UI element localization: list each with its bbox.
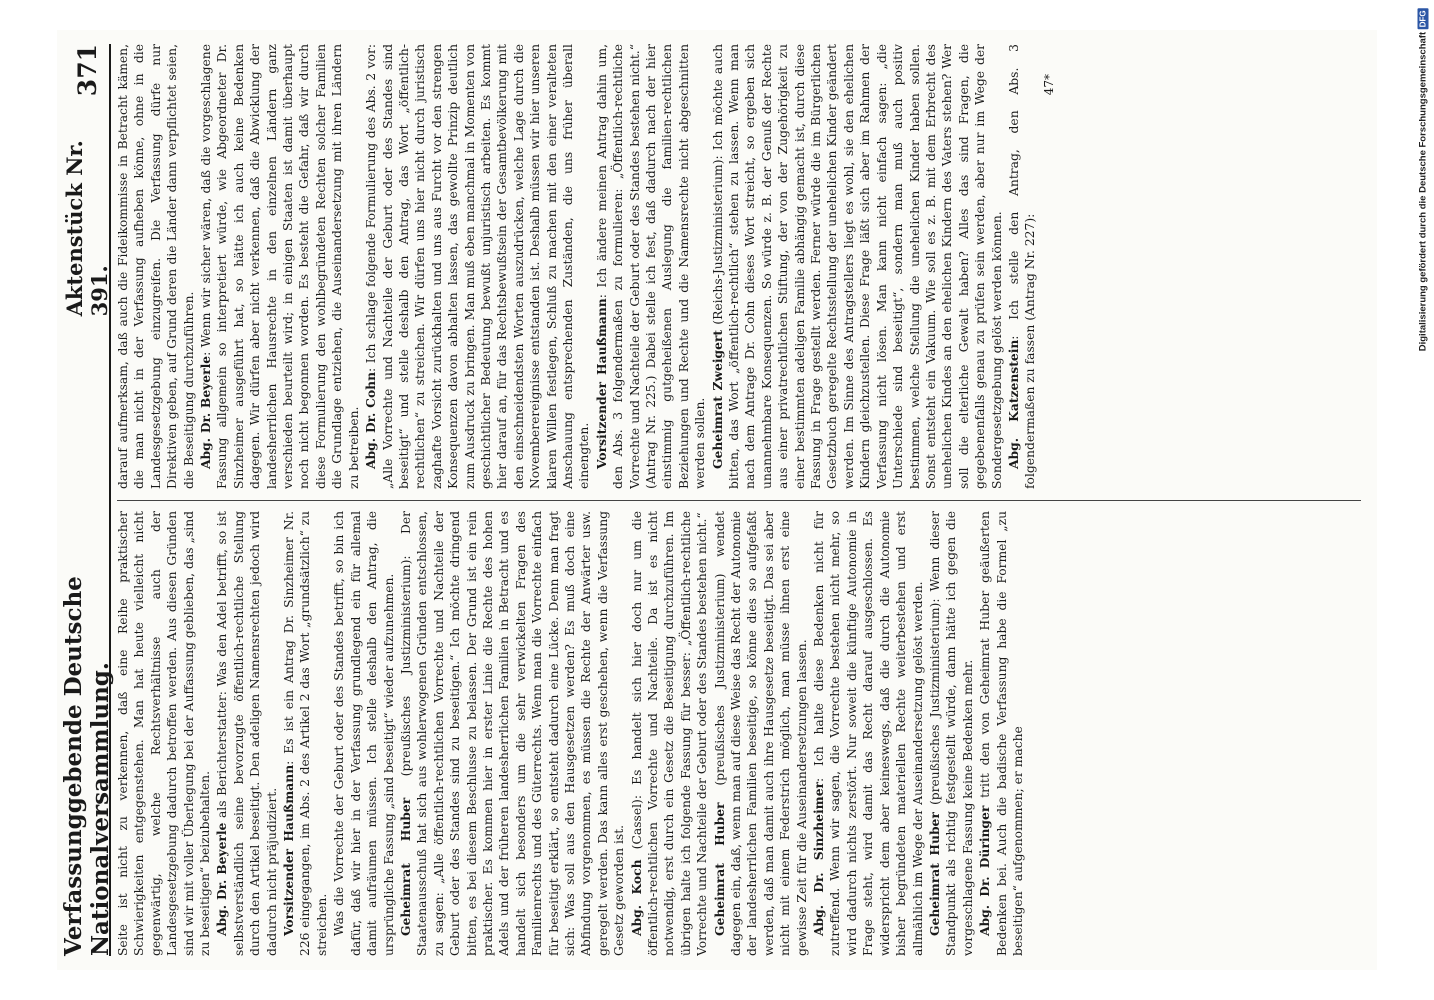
paragraph (281, 511, 330, 956)
paragraph-text: : Wenn wir sicher wären, daß die vorgeschlagene Fassung allgemein so interpretiert würde, wie Abgeordneter Dr. Sinzheimer ausgeführt hat, so hätte ich auch keine Bedenken dagegen. Wir dürfen aber nicht verkennen, daß die Abwicklung der landesherrlichen Hausrechte in den einzelnen Ländern ganz verschieden beurteilt wird; in einigen Staaten ist damit überhaupt noch nicht begonnen worden. Es besteht die Gefahr, daß wir durch diese Formulierung den wohlbegründeten Rechten solcher Familien die Grundlage entziehen, die Auseinandersetzung mit ihren Ländern zu betreiben. (199, 44, 361, 489)
page-number: 371 (72, 44, 102, 97)
speaker-name: Abg. Dr. Sinzheimer (811, 782, 827, 936)
paragraph (927, 511, 976, 956)
dfg-logo: DFG (1418, 10, 1428, 27)
speaker-name: Abg. Dr. Beyerle (214, 822, 230, 936)
page-header (60, 44, 114, 956)
page-signature: 47* (1041, 74, 1056, 96)
speaker-name: Abg. Dr. Cohn (363, 371, 379, 469)
speaker-name: Geheimrat Zweigert (709, 329, 725, 469)
rotated-page-scan (57, 30, 1377, 970)
paragraph (115, 44, 197, 489)
text-column-right (115, 44, 1365, 489)
paragraph (214, 511, 280, 956)
speaker-name: Vorsitzender Haußmann (593, 298, 609, 469)
paragraph-text: (preußisches Justizministerium) wendet dagegen ein, daß, wenn man auf diese Weise das Recht der Autonomie der landesherrlichen Familien beseitige, so könne dies so aufgefaßt werden, daß man damit auch ihre Hausgesetze beseitigt. Das sei aber nicht mit einem Federstrich möglich, man müsse ihnen erst eine gewisse Zeit für die Auseinandersetzungen lassen. (712, 511, 809, 956)
paragraph-text: (Reichs-Justizministerium): Ich möchte auch bitten, das Wort „öffentlich-rechtlich“ stehen zu lassen. Wenn man nach dem Antrage Dr. Cohn dieses Wort streicht, so ergeben sich unannehmbare Konsequenzen. So würde z. B. der Genuß der Rechte aus einer privatrechtlichen Stiftung, der von der Zugehörigkeit zu einer bestimmten adeligen Familie abhängig gemacht ist, durch diese Fassung in Frage gestellt werden. Ferner würde die im Bürgerlichen Gesetzbuch geregelte Rechtsstellung der unehelichen Kinder geändert werden. Im Sinne des Antragstellers liegt es wohl, sie den ehelichen Kindern gleichzustellen. Diese Frage läßt sich aber im Rahmen der Verfassung nicht lösen. Man kann nicht einfach sagen: „die Unterschiede sind beseitigt“, sondern man muß auch positiv bestimmen, welche Stellung die unehelichen Kinder haben sollen. Sonst entsteht ein Vakuum. Wie soll es z. B. mit dem Erbrecht des unehelichen Kindes an den ehelichen Kindern des Vaters stehen? Wer soll die elterliche Gewalt haben? Alles das sind Fragen, die gegebenenfalls genau zu prüfen sein werden, aber nur im Wege der Sondergesetzgebung gelöst werden können. (710, 44, 1004, 489)
paragraph-text: : Ich halte diese Bedenken nicht für zutreffend. Wenn wir sagen, die Vorrechte bestehen nicht mehr, so wird dadurch nichts zerstört. Nur soweit die künftige Autonomie in Frage steht, wird damit das Recht darauf ausgeschlossen. Es widerspricht dem aber keineswegs, daß die durch die Autonomie bisher begründeten materiellen Rechte weiterbestehen und erst allmählich im Wege der Auseinandersetzung gelöst werden. (812, 511, 925, 956)
speaker-name: Geheimrat Huber (711, 802, 727, 936)
page-body (115, 44, 1365, 956)
paragraph (594, 44, 709, 489)
header-title: Verfassunggebende Deutsche Nationalversammlung. (60, 576, 114, 956)
paragraph (198, 44, 362, 489)
speaker-name: Abg. Dr. Beyerle (198, 355, 214, 469)
speaker-name: Abg. Koch (628, 859, 644, 936)
paragraph (363, 44, 593, 489)
column-divider (117, 500, 1361, 501)
paragraph-text: (preußisches Justizministerium): Wenn dieser Standpunkt als richtig festgestellt würde, dann hätte ich gegen die vorgeschlagene Fassung keine Bedenken mehr. (927, 511, 975, 956)
paragraph-text: als Berichterstatter: Was den Adel betrifft, so ist selbstverständlich seine bevorzugte öffentlich-rechtliche Stellung durch den Artikel beseitigt. Den adeligen Namensrechten jedoch wird dadurch nicht präjudiziert. (215, 511, 279, 956)
speaker-name: Abg. Dr. Düringer (977, 805, 993, 936)
paragraph-text: Seite ist nicht zu verkennen, daß eine Reihe praktischer Schwierigkeiten entgegenstehen. Man hat heute vielleicht nicht gegenwärtig, welche Rechtsverhältnisse auch der Landesgesetzgebung dadurch betroffen werden. Aus diesen Gründen sind wir mit voller Überlegung bei der Auffassung geblieben, das „sind zu beseitigen“ beizubehalten. (116, 511, 213, 956)
paragraph (710, 44, 1005, 489)
paragraph-text: : Es ist ein Antrag Dr. Sinzheimer Nr. 226 eingegangen, im Abs. 2 des Artikel 2 das Wort „grundsätzlich“ zu streichen. (282, 511, 329, 956)
speaker-name: Geheimrat Huber (397, 797, 413, 936)
paragraph (398, 511, 628, 956)
speaker-name: Abg. Katzenstein (1005, 339, 1021, 469)
paragraph-text: : Ich ändere meinen Antrag dahin um, den Abs. 3 folgendermaßen zu formulieren: „Öffentlich-rechtliche Vorrechte und Nachteile der Geburt oder des Standes bestehen nicht.“ (Antrag Nr. 225.) Dabei stelle ich fest, daß dadurch nach der hier einstimmig gutgeheißenen Auslegung die familien-rechtlichen Beziehungen und Rechte und die Namensrechte nicht abgeschnitten werden sollen. (594, 44, 708, 489)
paragraph (1006, 44, 1039, 489)
paragraph-text: (Cassel): Es handelt sich hier doch nur um die öffentlich-rechtlichen Vorrechte und Nachteile. Da ist es nicht notwendig, erst durch ein Gesetz die Beseitigung durchzuführen. Im übrigen halte ich folgende Fassung für besser: „Öffentlich-rechtliche Vorrechte und Nachteile der Geburt oder des Standes bestehen nicht.“ (629, 511, 710, 956)
paragraph-text: darauf aufmerksam, daß auch die Fideikommisse in Betracht kämen, die man nicht in der Verfassung aufheben könne, ohne in die Landesgesetzgebung einzugreifen. Die Verfassung dürfe nur Direktiven geben, auf Grund deren die Länder dann verpflichtet seien, die Beseitigung durchzuführen. (116, 44, 196, 489)
header-document-number: Aktenstück Nr. 391. (62, 140, 112, 317)
paragraph (977, 511, 1026, 956)
digitization-note: Digitalisierung gefördert durch die Deutsche Forschungsgemeinschaft (1417, 31, 1429, 352)
speaker-name: Geheimrat Huber (926, 812, 942, 936)
paragraph (811, 511, 926, 956)
paragraph (115, 511, 213, 956)
paragraph-text: tritt den von Geheimrat Huber geäußerten Bedenken bei. Auch die badische Verfassung habe die Formel „zu beseitigen“ aufgenommen; er mache (978, 511, 1025, 956)
digitization-sidebar (1414, 8, 1432, 993)
paragraph-text: : Ich stelle den Antrag, den Abs. 3 folgendermaßen zu fassen (Antrag Nr. 227): (1006, 44, 1038, 489)
paragraph (712, 511, 810, 956)
paragraph (629, 511, 711, 956)
speaker-name: Vorsitzender Haußmann (281, 764, 297, 936)
paragraph-text: (preußisches Justizministerium): Der Staatenausschuß hat sich aus wohlerwogenen Gründen entschlossen, zu sagen: „Alle öffentlich-rechtlichen Vorrechte und Nachteile der Geburt oder des Standes sind zu beseitigen.“ Ich möchte dringend bitten, es bei diesem Beschlusse zu belassen. Der Grund ist ein rein praktischer. Es kommen hier in erster Linie die Rechte des hohen Adels und der früheren landesherrlichen Familien in Betracht und es handelt sich besonders um die sehr verwickelten Fragen des Familienrechts und des Güterrechts. Wenn man die Vorrechte einfach für beseitigt erklärt, so entsteht dadurch eine Lücke. Denn man fragt sich: Was soll aus den Hausgesetzen werden? Es muß doch eine Abfindung vorgenommen, es müssen die Rechte der Anwärter usw. geregelt werden. Das kann alles erst geschehen, wenn die Verfassung Gesetz geworden ist. (398, 511, 627, 956)
paragraph-text: : Ich schlage folgende Formulierung des Abs. 2 vor: „Alle Vorrechte und Nachteile der Geburt oder des Standes sind beseitigt“ und stelle deshalb den Antrag, das Wort „öffentlich-rechtlichen“ zu streichen. Wir dürfen uns hier nicht durch juristisch zaghafte Vorsicht zurückhalten und uns aus Furcht vor den strengen Konsequenzen davon abhalten lassen, das gewollte Prinzip deutlich zum Ausdruck zu bringen. Man muß eben manchmal in Momenten von geschichtlicher Bedeutung bewußt unjuristisch arbeiten. Es kommt hier darauf an, für das Rechtsbewußtsein der Gesamtbevölkerung mit den einschneidendsten Worten auszudrücken, welche Lage durch die Novemberereignisse entstanden ist. Deshalb müssen wir hier unseren klaren Willen festlegen, Schluß zu machen mit den einer veralteten Anschauung entsprechenden Zuständen, die uns früher überall einengten. (364, 44, 592, 489)
paragraph (331, 511, 397, 956)
paragraph-text: Was die Vorrechte der Geburt oder des Standes betrifft, so bin ich dafür, daß wir hier in der Verfassung grundlegend ein für allemal damit aufräumen müssen. Ich stelle deshalb den Antrag, die ursprüngliche Fassung „sind beseitigt“ wieder aufzunehmen. (332, 511, 396, 956)
text-column-left (115, 511, 1365, 956)
